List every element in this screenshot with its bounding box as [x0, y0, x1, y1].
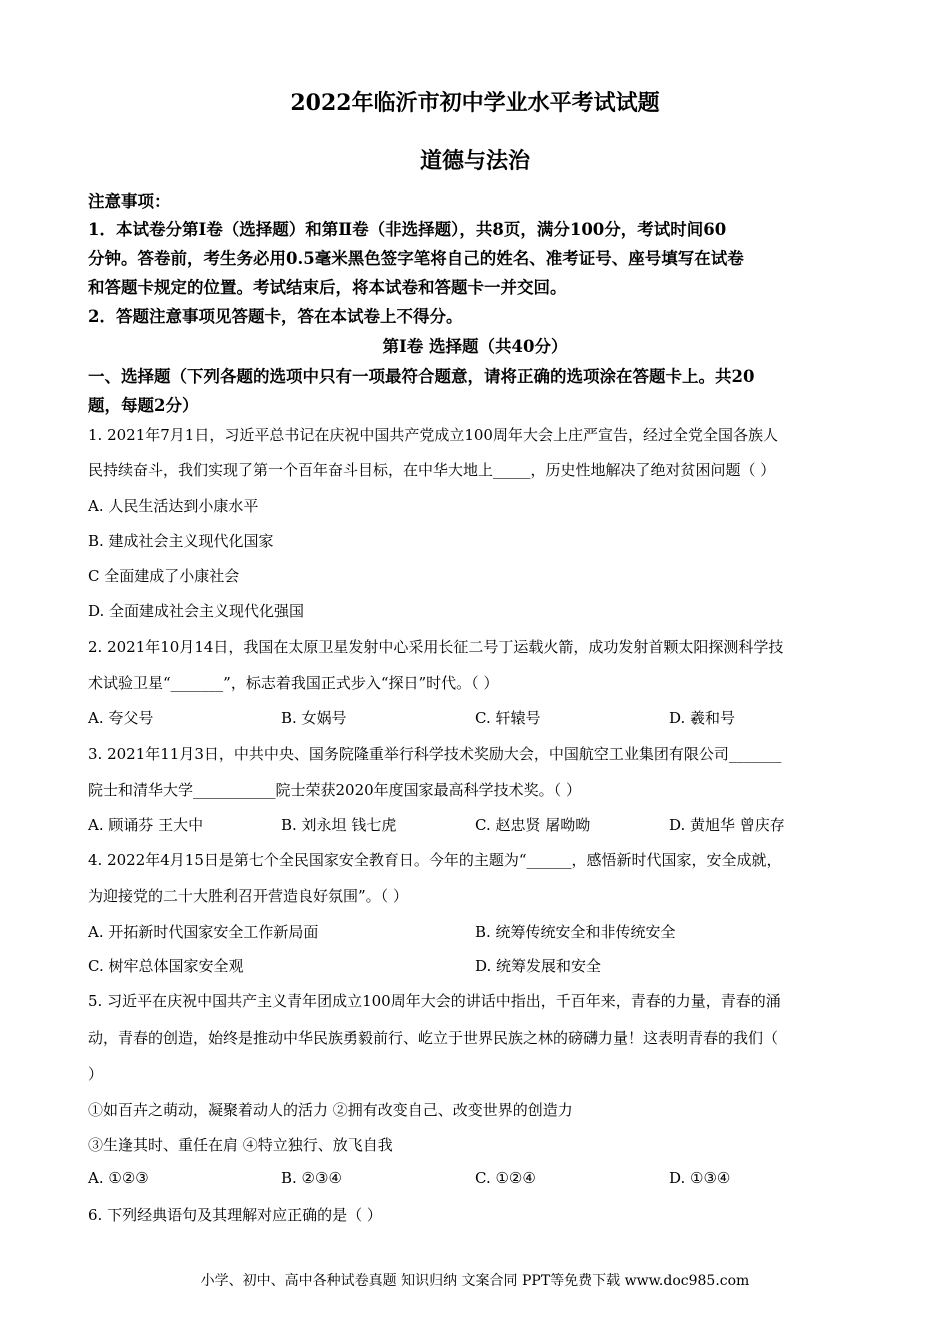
section-instruction: 题，每题2分）: [88, 396, 199, 415]
question-6-text: 6. 下列经典语句及其理解对应正确的是（ ）: [88, 1206, 382, 1224]
question-5-option-b: B. ②③④: [281, 1169, 342, 1187]
question-5-statement: ③生逢其时、重任在肩 ④特立独行、放飞自我: [88, 1136, 393, 1154]
question-5-text: 动，青春的创造，始终是推动中华民族勇毅前行、屹立于世界民族之林的磅礴力量！这表明青春的我们（: [88, 1029, 779, 1047]
question-1-text: 1. 2021年7月1日，习近平总书记在庆祝中国共产党成立100周年大会上庄严宣告，经过全党全国各族人: [88, 426, 778, 444]
question-3-text: 院士和清华大学___________院士荣获2020年度国家最高科学技术奖。（ ）: [88, 781, 581, 799]
question-2-text: 术试验卫星“_______”，标志着我国正式步入“探日”时代。（ ）: [88, 674, 499, 692]
section-instruction: 一、选择题（下列各题的选项中只有一项最符合题意，请将正确的选项涂在答题卡上。共20: [88, 367, 755, 386]
question-1-option-d: D. 全面建成社会主义现代化强国: [88, 602, 305, 620]
question-3-option-c: C. 赵忠贤 屠呦呦: [475, 816, 591, 834]
question-4-text: 为迎接党的二十大胜利召开营造良好氛围”。（ ）: [88, 887, 408, 905]
notice-heading: 注意事项：: [88, 192, 171, 211]
question-2-option-d: D. 羲和号: [669, 709, 736, 727]
question-3-option-d: D. 黄旭华 曾庆存: [669, 816, 785, 834]
question-3-text: 3. 2021年11月3日，中共中央、国务院隆重举行科学技术奖励大会，中国航空工业集团有限公司_______: [88, 745, 782, 763]
section-heading: 第Ⅰ卷 选择题（共40分）: [382, 337, 568, 356]
question-5-option-d: D. ①③④: [669, 1169, 731, 1187]
question-1-option-a: A. 人民生活达到小康水平: [88, 497, 259, 515]
question-1-option-b: B. 建成社会主义现代化国家: [88, 532, 274, 550]
question-5-text: ）: [88, 1065, 104, 1083]
subject-title: 道德与法治: [419, 148, 530, 174]
question-2-text: 2. 2021年10月14日，我国在太原卫星发射中心采用长征二号丁运载火箭，成功发射首颗太阳探测科学技: [88, 638, 784, 656]
question-4-text: 4. 2022年4月15日是第七个全民国家安全教育日。今年的主题为“______，感悟新时代国家，安全成就，: [88, 851, 782, 869]
exam-title: 2022年临沂市初中学业水平考试试题: [290, 90, 660, 116]
question-5-option-a: A. ①②③: [88, 1169, 149, 1187]
page-footer: 小学、初中、高中各种试卷真题 知识归纳 文案合同 PPT等免费下载 www.doc985.com: [200, 1273, 750, 1289]
notice-line: 和答题卡规定的位置。考试结束后，将本试卷和答题卡一并交回。: [88, 278, 567, 297]
question-5-statement: ①如百卉之萌动，凝聚着动人的活力 ②拥有改变自己、改变世界的创造力: [88, 1101, 573, 1119]
notice-line: 2．答题注意事项见答题卡，答在本试卷上不得分。: [88, 307, 463, 326]
question-1-option-c: C 全面建成了小康社会: [88, 567, 240, 585]
question-4-option-d: D. 统筹发展和安全: [475, 957, 602, 975]
question-2-option-c: C. 轩辕号: [475, 709, 541, 727]
question-4-option-a: A. 开拓新时代国家安全工作新局面: [88, 923, 319, 941]
question-2-option-b: B. 女娲号: [281, 709, 347, 727]
question-4-option-c: C. 树牢总体国家安全观: [88, 957, 244, 975]
question-2-option-a: A. 夸父号: [88, 709, 154, 727]
question-5-option-c: C. ①②④: [475, 1169, 536, 1187]
question-1-text: 民持续奋斗，我们实现了第一个百年奋斗目标，在中华大地上_____，历史性地解决了绝对贫困问题（ ）: [88, 461, 776, 479]
question-5-text: 5. 习近平在庆祝中国共产主义青年团成立100周年大会的讲话中指出，千百年来，青春的力量，青春的涌: [88, 992, 781, 1010]
question-3-option-a: A. 顾诵芬 王大中: [88, 816, 204, 834]
question-3-option-b: B. 刘永坦 钱七虎: [281, 816, 397, 834]
question-4-option-b: B. 统筹传统安全和非传统安全: [475, 923, 676, 941]
notice-line: 分钟。答卷前，考生务必用0.5毫米黑色签字笔将自己的姓名、准考证号、座号填写在试卷: [88, 249, 744, 268]
notice-line: 1．本试卷分第Ⅰ卷（选择题）和第Ⅱ卷（非选择题），共8页，满分100分，考试时间60: [88, 220, 727, 239]
